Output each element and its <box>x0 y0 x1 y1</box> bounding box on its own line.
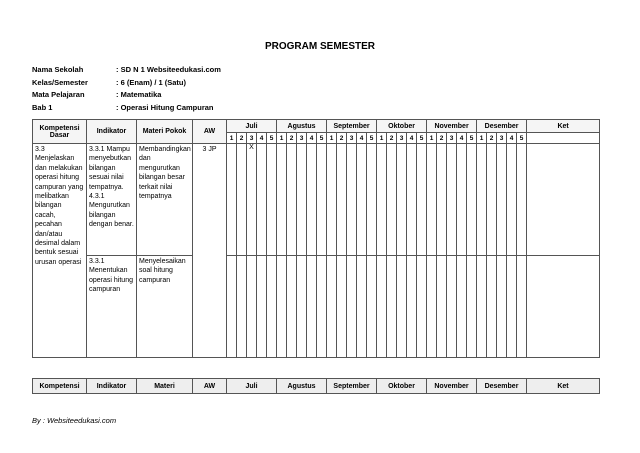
info-block <box>32 64 221 114</box>
header-month-november: November <box>427 120 477 133</box>
week-number: 1 <box>277 133 287 144</box>
materi-cell: Membandingkan dan mengurutkan bilangan besar terkait nilai tempatnya <box>137 144 193 256</box>
table-row <box>33 256 600 358</box>
week-number: 1 <box>427 133 437 144</box>
week-number: 5 <box>467 133 477 144</box>
week-number: 2 <box>437 133 447 144</box>
week-number: 2 <box>287 133 297 144</box>
week-number: 3 <box>497 133 507 144</box>
week-number: 4 <box>307 133 317 144</box>
ket-empty <box>527 133 600 144</box>
info-label: Kelas/Semester <box>32 77 88 87</box>
header-kd: Kompetensi Dasar <box>33 120 87 144</box>
header-aw: AW <box>193 120 227 144</box>
week-number: 4 <box>257 133 267 144</box>
week-number: 3 <box>297 133 307 144</box>
week-number: 5 <box>367 133 377 144</box>
week-number: 1 <box>477 133 487 144</box>
week-number: 3 <box>347 133 357 144</box>
footer-header-month: November <box>427 379 477 394</box>
info-row-chapter <box>32 102 221 115</box>
week-number: 2 <box>337 133 347 144</box>
header-month-agustus: Agustus <box>277 120 327 133</box>
header-materi: Materi Pokok <box>137 120 193 144</box>
byline: By : Websiteedukasi.com <box>32 416 117 425</box>
footer-header-month: Desember <box>477 379 527 394</box>
week-number: 1 <box>377 133 387 144</box>
aw-cell: 3 JP <box>193 144 227 358</box>
table-row <box>33 144 600 256</box>
info-label: Bab 1 <box>32 102 53 112</box>
info-value: : Matematika <box>116 90 162 99</box>
week-number: 5 <box>267 133 277 144</box>
info-label: Nama Sekolah <box>32 65 84 74</box>
week-number: 2 <box>487 133 497 144</box>
info-value: : Operasi Hitung Campuran <box>116 102 214 112</box>
week-number: 3 <box>397 133 407 144</box>
semester-table <box>32 119 600 358</box>
info-row-class <box>32 77 221 90</box>
materi-cell: Menyelesaikan soal hitung campuran <box>137 256 193 358</box>
header-ket: Ket <box>527 120 600 133</box>
footer-header-month: September <box>327 379 377 394</box>
footer-header-ket: Ket <box>527 379 600 394</box>
footer-header-month: Oktober <box>377 379 427 394</box>
info-row-school <box>32 64 221 77</box>
week-number: 4 <box>407 133 417 144</box>
header-indikator: Indikator <box>87 120 137 144</box>
indikator-cell: 3.3.1 Menentukan operasi hitung campuran <box>87 256 137 358</box>
footer-header-indikator: Indikator <box>87 379 137 394</box>
week-number: 5 <box>417 133 427 144</box>
footer-header-kd: Kompetensi <box>33 379 87 394</box>
header-month-juli: Juli <box>227 120 277 133</box>
header-month-desember: Desember <box>477 120 527 133</box>
week-number: 4 <box>507 133 517 144</box>
info-value: : SD N 1 Websiteedukasi.com <box>116 65 221 74</box>
week-number: 3 <box>447 133 457 144</box>
footer-header-materi: Materi <box>137 379 193 394</box>
page-title: PROGRAM SEMESTER <box>264 41 375 52</box>
week-number: 4 <box>357 133 367 144</box>
week-number: 2 <box>237 133 247 144</box>
schedule-mark: X <box>247 144 257 256</box>
header-month-oktober: Oktober <box>377 120 427 133</box>
week-number: 3 <box>247 133 257 144</box>
footer-header-month: Juli <box>227 379 277 394</box>
week-number: 1 <box>227 133 237 144</box>
footer-header-aw: AW <box>193 379 227 394</box>
week-number: 5 <box>517 133 527 144</box>
indikator-cell: 3.3.1 Mampu menyebutkan bilangan sesuai nilai tempatnya. 4.3.1 Mengurutkan bilangan dengan benar. <box>87 144 137 256</box>
week-number: 2 <box>387 133 397 144</box>
header-month-september: September <box>327 120 377 133</box>
kd-cell: 3.3 Menjelaskan dan melakukan operasi hitung campuran yang melibatkan bilangan cacah, pecahan dan/atau desimal dalam bentuk sesuai urusan operasi <box>33 144 87 358</box>
week-number: 5 <box>317 133 327 144</box>
footer-header-month: Agustus <box>277 379 327 394</box>
week-number: 4 <box>457 133 467 144</box>
footer-header-table <box>32 378 600 394</box>
info-row-subject <box>32 89 221 102</box>
info-label: Mata Pelajaran <box>32 90 85 99</box>
info-value: : 6 (Enam) / 1 (Satu) <box>116 77 187 87</box>
week-number: 1 <box>327 133 337 144</box>
